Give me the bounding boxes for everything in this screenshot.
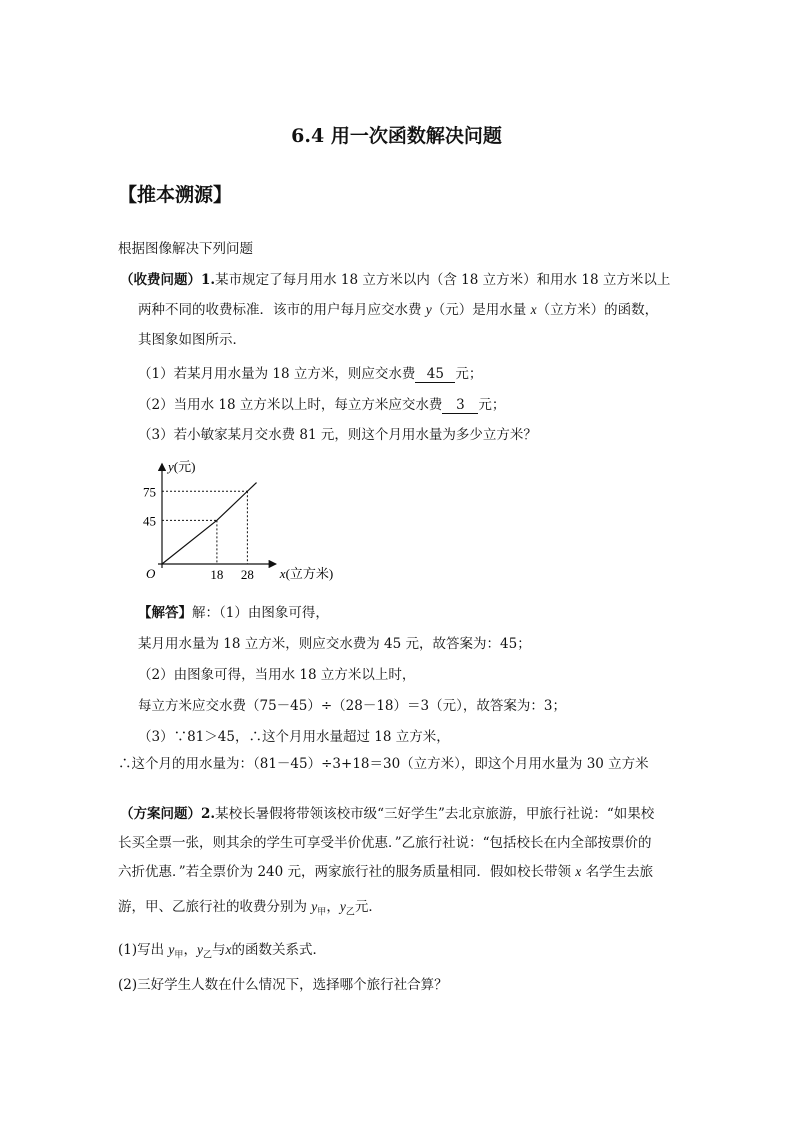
problem1-line2-a: 两种不同的收费标准．该市的用户每月应交水费 <box>138 302 426 318</box>
solution1-text: 解：（1）由图象可得， <box>192 605 329 621</box>
problem1-q1 <box>138 365 482 383</box>
p2-q1-c: 的函数关系式． <box>231 942 326 958</box>
problem2-line1 <box>120 805 654 823</box>
p2-q1-a: (1)写出 <box>118 942 169 958</box>
x-axis-unit: (立方米) <box>285 566 334 581</box>
series-line <box>162 483 257 564</box>
x-tick-label: 28 <box>240 567 254 582</box>
solution1-line5: （3）∵81＞45，∴这个月用水量超过 18 立方米， <box>138 729 450 745</box>
q2-answer-blank: 3 <box>442 398 478 414</box>
x-axis-label <box>279 566 333 581</box>
problem2-tag: （方案问题） <box>120 806 201 822</box>
y-axis-label <box>166 459 195 474</box>
page-title: 6.4 用一次函数解决问题 <box>291 125 502 147</box>
q1-unit: 元； <box>455 366 483 382</box>
y-tick-label: 45 <box>143 513 156 529</box>
subscript-jia: 甲 <box>174 950 184 961</box>
comma: ， <box>326 899 340 915</box>
problem1-line2-c: （立方米）的函数， <box>536 302 659 318</box>
problem2-q1 <box>118 941 326 965</box>
problem1-q3: （3）若小敏家某月交水费 81 元，则这个月用水量为多少立方米？ <box>138 427 537 443</box>
problem1-line3: 其图象如图所示． <box>138 332 246 348</box>
problem1-line1 <box>120 271 670 289</box>
q2-text: （2）当用水 18 立方米以上时，每立方米应交水费 <box>138 397 443 413</box>
solution1-line4: 每立方米应交水费（75－45）÷（28－18）＝3（元），故答案为：3； <box>138 698 566 714</box>
y-axis-unit: (元) <box>173 458 196 474</box>
y-axis-var: y <box>168 458 174 474</box>
problem2-text: 某校长暑假将带领该校市级“三好学生”去北京旅游，甲旅行社说：“如果校 <box>215 806 655 822</box>
x-tick-label: 18 <box>210 567 224 582</box>
problem2-q2: (2)三好学生人数在什么情况下，选择哪个旅行社合算？ <box>118 977 448 993</box>
solution-tag: 【解答】 <box>138 605 192 621</box>
var-y: y <box>339 899 346 914</box>
x-axis-var: x <box>279 566 286 581</box>
problem2-line2: 长买全票一张，则其余的学生可享受半价优惠．”乙旅行社说：“包括校长在内全部按票价的 <box>118 835 652 851</box>
intro-text: 根据图像解决下列问题 <box>118 241 253 257</box>
var-y: y <box>425 302 432 317</box>
q2-unit: 元； <box>478 397 506 413</box>
solution1-line2: 某月用水量为 18 立方米，则应交水费为 45 元，故答案为：45； <box>138 636 531 652</box>
problem2-number: 2. <box>201 806 216 822</box>
q1-answer-blank: 45 <box>415 367 455 383</box>
subscript-yi: 乙 <box>345 907 355 918</box>
solution1-line3: （2）由图象可得，当用水 18 立方米以上时， <box>138 667 416 683</box>
var-y: y <box>311 899 318 914</box>
problem2-line3-b: 名学生去旅 <box>581 864 654 880</box>
problem1-line2 <box>138 301 658 319</box>
water-fee-graph <box>130 448 360 588</box>
problem2-line3 <box>118 863 653 881</box>
q1-text: （1）若某月用水量为 18 立方米，则应交水费 <box>138 366 416 382</box>
subscript-jia: 甲 <box>317 907 327 918</box>
solution1-line6: ∴这个月的用水量为：（81－45）÷3+18＝30（立方米），即这个月用水量为 30 立方米 <box>118 756 649 772</box>
problem2-line3-a: 六折优惠．”若全票价为 240 元，两家旅行社的服务质量相同．假如校长带领 <box>118 864 576 880</box>
problem2-line4-a: 游，甲、乙旅行社的收费分别为 <box>118 899 312 915</box>
y-tick-label: 75 <box>143 484 156 500</box>
origin-label: O <box>146 566 156 581</box>
var-x: x <box>225 942 232 957</box>
problem1-tag: （收费问题） <box>120 272 201 288</box>
var-y: y <box>168 942 175 957</box>
problem2-line4-b: 元． <box>354 899 382 915</box>
problem1-text: 某市规定了每月用水 18 立方米以内（含 18 立方米）和用水 18 立方米以上 <box>215 272 671 288</box>
problem1-line2-b: （元）是用水量 <box>431 302 531 318</box>
solution1-line1 <box>138 604 329 622</box>
subscript-yi: 乙 <box>202 950 212 961</box>
var-y: y <box>196 942 203 957</box>
problem2-line4 <box>118 898 382 922</box>
comma: ， <box>183 942 197 958</box>
section-heading: 【推本溯源】 <box>118 184 233 206</box>
problem1-q2 <box>138 396 505 414</box>
problem1-number: 1. <box>201 272 216 288</box>
p2-q1-b: 与 <box>211 942 226 958</box>
var-x: x <box>575 864 582 879</box>
var-x: x <box>530 302 537 317</box>
